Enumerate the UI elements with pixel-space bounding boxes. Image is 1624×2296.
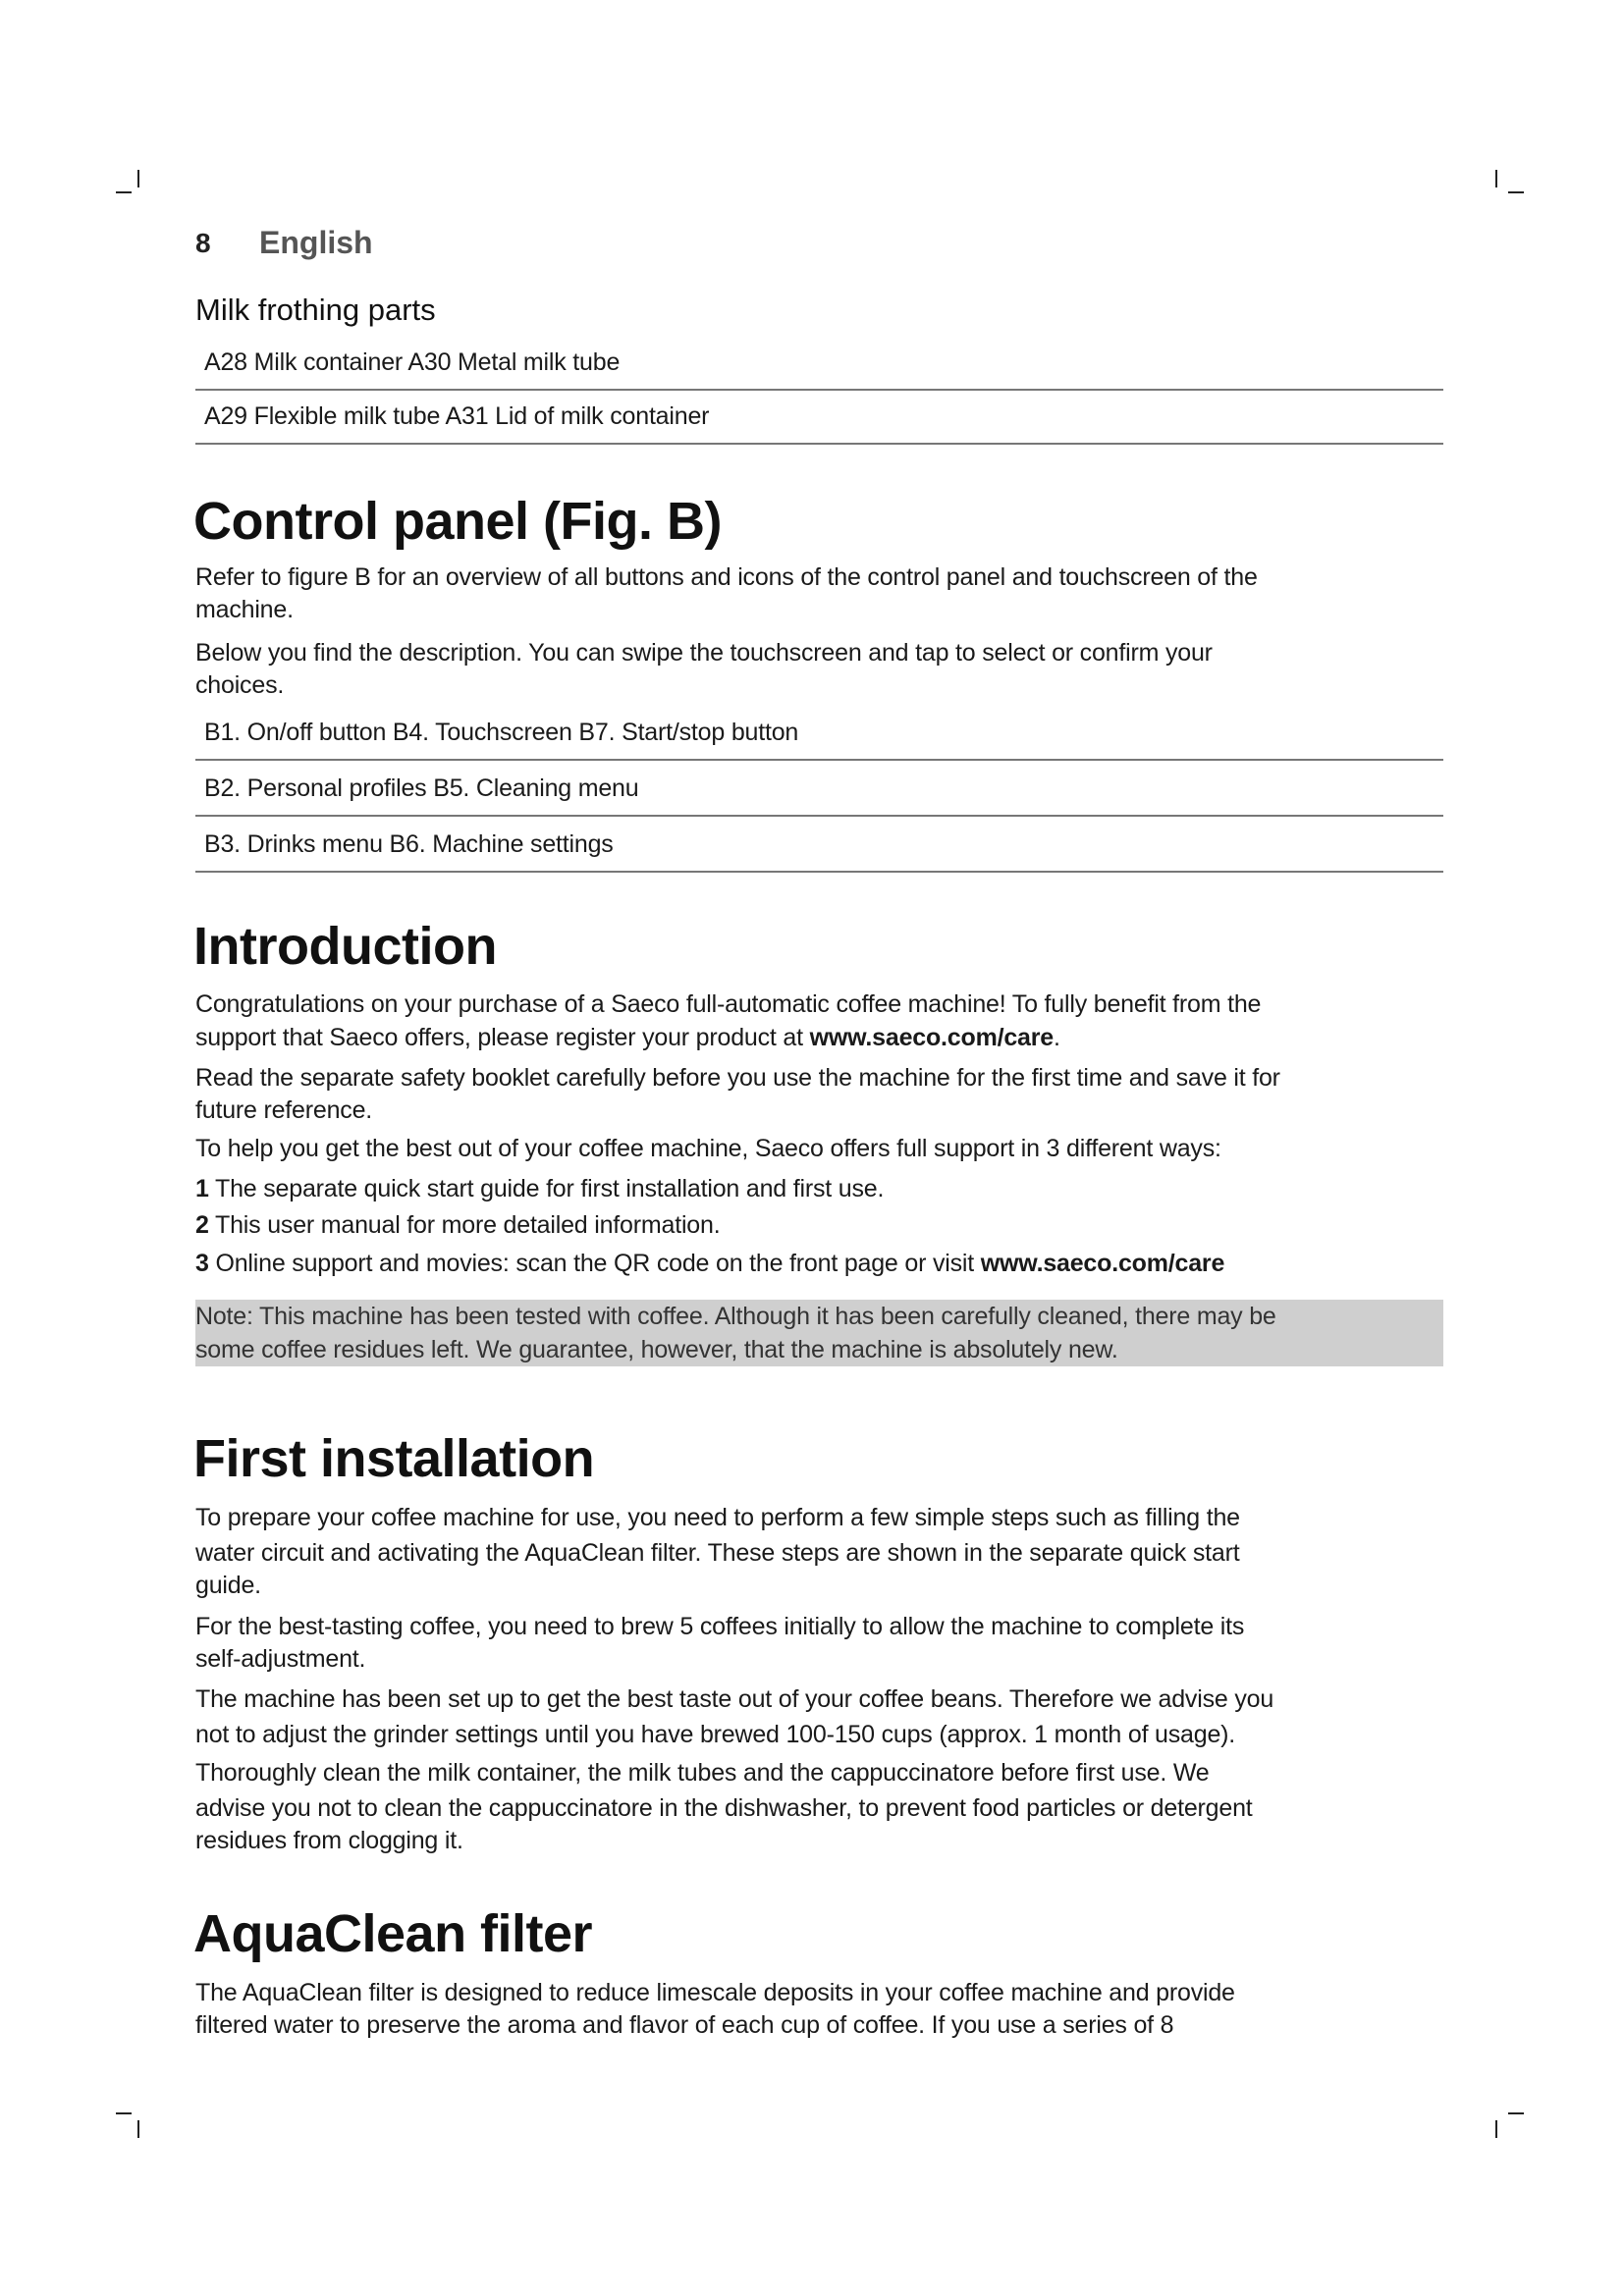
paragraph-line: support that Saeco offers, please register your product at www.saeco.com/care. bbox=[195, 1024, 1060, 1051]
paragraph-line: residues from clogging it. bbox=[195, 1827, 463, 1854]
list-number: 3 bbox=[195, 1250, 209, 1277]
heading-introduction: Introduction bbox=[193, 917, 497, 976]
paragraph-line: choices. bbox=[195, 671, 285, 699]
paragraph-line: The AquaClean filter is designed to reduce limescale deposits in your coffee machine and provide bbox=[195, 1979, 1235, 2006]
note-line: some coffee residues left. We guarantee, however, that the machine is absolutely new. bbox=[195, 1336, 1118, 1363]
note-line: Note: This machine has been tested with coffee. Although it has been carefully cleaned, there may be bbox=[195, 1303, 1276, 1330]
crop-mark bbox=[137, 2120, 139, 2138]
paragraph-line: Congratulations on your purchase of a Saeco full-automatic coffee machine! To fully benefit from the bbox=[195, 990, 1262, 1018]
crop-mark bbox=[1508, 2112, 1524, 2114]
paragraph-line: Refer to figure B for an overview of all buttons and icons of the control panel and touchscreen of the bbox=[195, 563, 1258, 591]
table-cell: A29 Flexible milk tube A31 Lid of milk container bbox=[204, 402, 710, 430]
language-header: English bbox=[259, 225, 373, 260]
crop-mark bbox=[116, 2112, 132, 2114]
page-number: 8 bbox=[195, 228, 211, 258]
paragraph-line: Thoroughly clean the milk container, the milk tubes and the cappuccinatore before first use. We bbox=[195, 1759, 1210, 1787]
register-link[interactable]: www.saeco.com/care bbox=[809, 1024, 1054, 1051]
table-cell: B1. On/off button B4. Touchscreen B7. Start/stop button bbox=[204, 719, 799, 746]
paragraph-line: water circuit and activating the AquaClean filter. These steps are shown in the separate quick start bbox=[195, 1539, 1240, 1567]
paragraph-line: self-adjustment. bbox=[195, 1645, 366, 1673]
paragraph-line: machine. bbox=[195, 596, 294, 623]
table-row bbox=[195, 334, 1443, 391]
table-cell: B2. Personal profiles B5. Cleaning menu bbox=[204, 774, 639, 802]
paragraph-line: future reference. bbox=[195, 1096, 373, 1124]
paragraph-line: advise you not to clean the cappuccinatore in the dishwasher, to prevent food particles or detergent bbox=[195, 1794, 1253, 1822]
list-item bbox=[195, 1247, 1224, 1280]
crop-mark bbox=[116, 191, 132, 193]
list-text: This user manual for more detailed information. bbox=[208, 1211, 721, 1239]
heading-first-installation: First installation bbox=[193, 1429, 595, 1488]
paragraph-line: not to adjust the grinder settings until you have brewed 100-150 cups (approx. 1 month of usage). bbox=[195, 1721, 1236, 1748]
table-row bbox=[195, 391, 1443, 445]
list-number: 2 bbox=[195, 1211, 209, 1239]
section-subtitle: Milk frothing parts bbox=[195, 293, 436, 327]
text: support that Saeco offers, please register your product at bbox=[195, 1024, 810, 1051]
paragraph-line: Read the separate safety booklet carefully before you use the machine for the first time and save it for bbox=[195, 1064, 1280, 1092]
paragraph-line: guide. bbox=[195, 1572, 261, 1599]
table-row bbox=[195, 761, 1443, 817]
list-item bbox=[195, 1172, 884, 1205]
table-row bbox=[195, 817, 1443, 873]
paragraph-line: Below you find the description. You can swipe the touchscreen and tap to select or confirm your bbox=[195, 639, 1213, 667]
heading-control-panel: Control panel (Fig. B) bbox=[193, 492, 722, 551]
paragraph-line: filtered water to preserve the aroma and flavor of each cup of coffee. If you use a series of 8 bbox=[195, 2011, 1174, 2039]
table-cell: A28 Milk container A30 Metal milk tube bbox=[204, 348, 621, 376]
table-row bbox=[195, 703, 1443, 761]
paragraph-line: The machine has been set up to get the best taste out of your coffee beans. Therefore we advise you bbox=[195, 1685, 1274, 1713]
heading-aquaclean-filter: AquaClean filter bbox=[193, 1904, 593, 1963]
list-number: 1 bbox=[195, 1175, 209, 1202]
crop-mark bbox=[137, 170, 139, 187]
paragraph-line: For the best-tasting coffee, you need to brew 5 coffees initially to allow the machine to complete its bbox=[195, 1613, 1245, 1640]
list-text: The separate quick start guide for first installation and first use. bbox=[208, 1175, 885, 1202]
crop-mark bbox=[1508, 191, 1524, 193]
support-link[interactable]: www.saeco.com/care bbox=[980, 1250, 1225, 1277]
list-text: Online support and movies: scan the QR code on the front page or visit bbox=[208, 1250, 981, 1277]
crop-mark bbox=[1495, 2120, 1497, 2138]
crop-mark bbox=[1495, 170, 1497, 187]
paragraph-line: To help you get the best out of your coffee machine, Saeco offers full support in 3 different ways: bbox=[195, 1135, 1221, 1162]
table-cell: B3. Drinks menu B6. Machine settings bbox=[204, 830, 614, 858]
paragraph-line: To prepare your coffee machine for use, you need to perform a few simple steps such as filling the bbox=[195, 1504, 1240, 1531]
list-item bbox=[195, 1208, 720, 1242]
